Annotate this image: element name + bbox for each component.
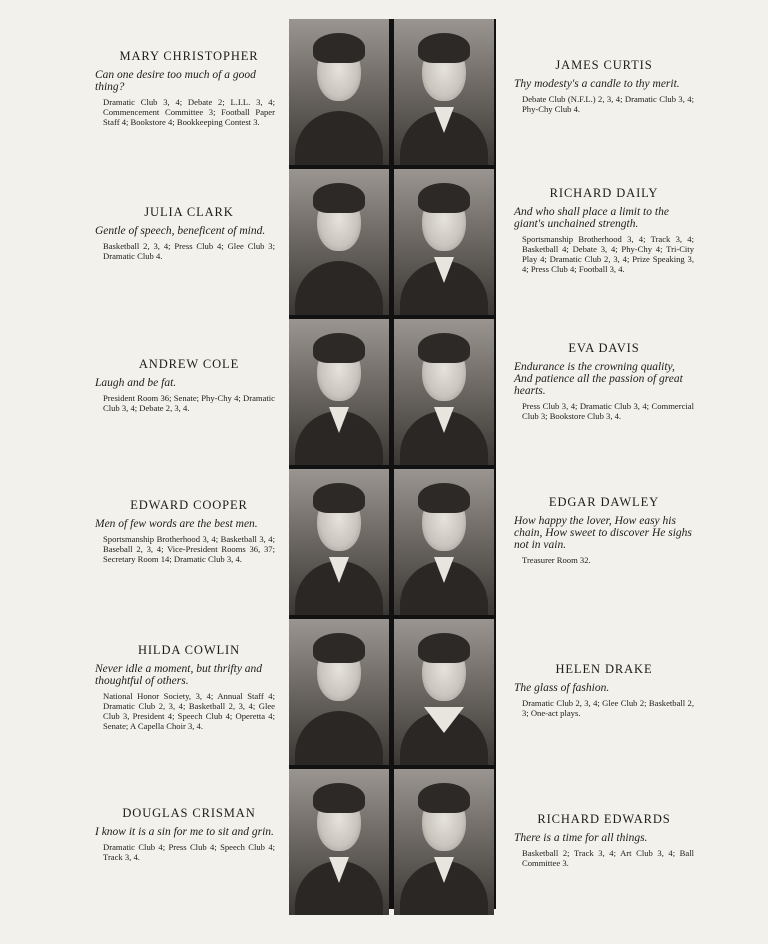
student-activities: Debate Club (N.F.L.) 2, 3, 4; Dramatic Club 3, 4; Phy-Chy Club 4. [522, 94, 694, 114]
student-name: EDWARD COOPER [130, 498, 248, 512]
student-activities: Dramatic Club 3, 4; Debate 2; L.I.L. 3, 4; Commencement Committee 3; Football Paper Staff 4; Bookstore 4; Bookkeeping Contest 3. [103, 97, 275, 127]
student-name: MARY CHRISTOPHER [119, 49, 259, 63]
portrait-hilda-cowlin [289, 619, 389, 765]
entry-julia-clark [95, 205, 275, 261]
student-name: JAMES CURTIS [555, 58, 653, 72]
student-quote: Men of few words are the best men. [95, 518, 258, 530]
student-quote: Laugh and be fat. [95, 377, 177, 389]
portrait-douglas-crisman [289, 769, 389, 915]
student-activities: Sportsmanship Brotherhood 3, 4; Basketball 3, 4; Baseball 2, 3, 4; Vice-President Rooms 36, 37; Secretary Room 14; Dramatic Club 3, 4. [103, 534, 275, 564]
portrait-helen-drake [394, 619, 494, 765]
student-activities: President Room 36; Senate; Phy-Chy 4; Dramatic Club 3, 4; Debate 2, 3, 4. [103, 393, 275, 413]
entry-eva-davis [514, 341, 694, 421]
student-quote: How happy the lover, How easy his chain, How sweet to discover He sighs not in vain. [514, 515, 692, 551]
student-quote: And who shall place a limit to the giant's unchained strength. [514, 206, 669, 230]
portrait-julia-clark [289, 169, 389, 315]
student-activities: National Honor Society, 3, 4; Annual Staff 4; Dramatic Club 2, 3, 4; Basketball 2, 3, 4; Glee Club 3, President 4; Speech Club 4; Operetta 4; Senate; A Capella Choir 3, 4. [103, 691, 275, 731]
portrait-edward-cooper [289, 469, 389, 615]
student-quote: Thy modesty's a candle to thy merit. [514, 78, 680, 90]
portrait-edgar-dawley [394, 469, 494, 615]
portrait-strip [289, 19, 496, 909]
student-name: RICHARD EDWARDS [537, 812, 671, 826]
student-name: HILDA COWLIN [137, 643, 241, 657]
student-quote: Endurance is the crowning quality, And patience all the passion of great hearts. [514, 361, 683, 397]
student-activities: Dramatic Club 2, 3, 4; Glee Club 2; Basketball 2, 3; One-act plays. [522, 698, 694, 718]
entry-hilda-cowlin [95, 643, 275, 731]
student-quote: There is a time for all things. [514, 832, 648, 844]
student-quote: I know it is a sin for me to sit and grin. [95, 826, 274, 838]
entry-edgar-dawley [514, 495, 694, 565]
student-quote: Can one desire too much of a good thing? [95, 69, 256, 93]
student-name: ANDREW COLE [138, 357, 240, 371]
portrait-eva-davis [394, 319, 494, 465]
entry-richard-daily [514, 186, 694, 274]
portrait-richard-edwards [394, 769, 494, 915]
portrait-james-curtis [394, 19, 494, 165]
student-activities: Basketball 2; Track 3, 4; Art Club 3, 4; Ball Committee 3. [522, 848, 694, 868]
entry-james-curtis [514, 58, 694, 114]
entry-andrew-cole [95, 357, 275, 413]
student-name: RICHARD DAILY [549, 186, 659, 200]
student-activities: Dramatic Club 4; Press Club 4; Speech Club 4; Track 3, 4. [103, 842, 275, 862]
entry-helen-drake [514, 662, 694, 718]
entry-richard-edwards [514, 812, 694, 868]
student-activities: Treasurer Room 32. [522, 555, 591, 565]
portrait-andrew-cole [289, 319, 389, 465]
student-name: EDGAR DAWLEY [548, 495, 660, 509]
entry-mary-christopher [95, 49, 275, 127]
student-quote: Gentle of speech, beneficent of mind. [95, 225, 266, 237]
student-quote: Never idle a moment, but thrifty and thoughtful of others. [95, 663, 263, 687]
student-activities: Sportsmanship Brotherhood 3, 4; Track 3, 4; Basketball 4; Debate 3, 4; Phy-Chy 4; Tri-City Play 4; Dramatic Club 2, 3, 4; Prize Speaking 3, 4; Press Club 4; Football 3, 4. [522, 234, 694, 274]
student-name: EVA DAVIS [568, 341, 640, 355]
student-quote: The glass of fashion. [514, 682, 610, 694]
portrait-mary-christopher [289, 19, 389, 165]
entry-douglas-crisman [95, 806, 275, 862]
student-activities: Basketball 2, 3, 4; Press Club 4; Glee Club 3; Dramatic Club 4. [103, 241, 275, 261]
student-name: HELEN DRAKE [555, 662, 653, 676]
portrait-richard-daily [394, 169, 494, 315]
entry-edward-cooper [95, 498, 275, 564]
student-name: JULIA CLARK [144, 205, 234, 219]
student-activities: Press Club 3, 4; Dramatic Club 3, 4; Commercial Club 3; Bookstore Club 3, 4. [522, 401, 694, 421]
student-name: DOUGLAS CRISMAN [122, 806, 256, 820]
